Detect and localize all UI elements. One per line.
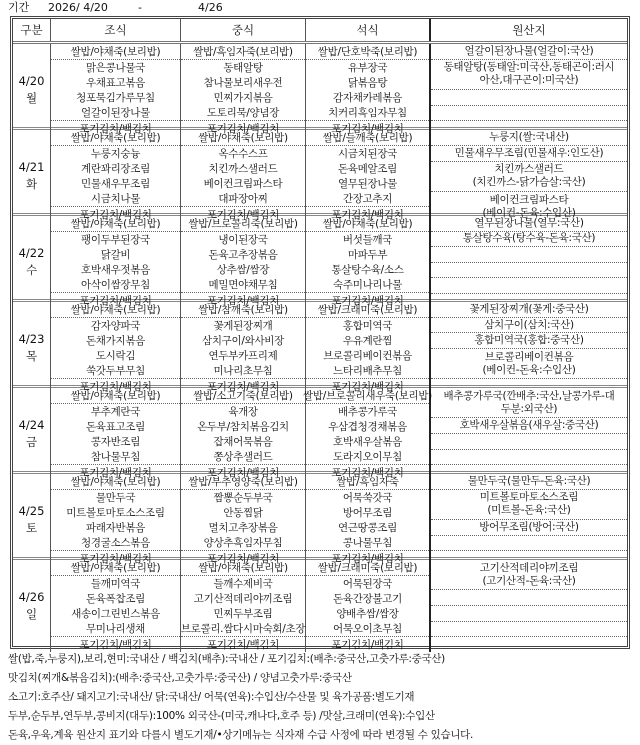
menu-item: 포기김치/백김치 [181, 464, 305, 480]
menu-item: 쌀밥/야채죽(보리밥) [181, 560, 305, 576]
dinner-cell [303, 388, 432, 480]
menu-item: 호박새우젓볶음 [81, 264, 150, 276]
menu-item: 우채표고볶음 [85, 77, 146, 89]
menu-item: 참나물보리새우전 [203, 77, 283, 89]
menu-item: 우삼겹청경채볶음 [328, 421, 407, 433]
origin-entry [431, 278, 627, 294]
menu-item: 계란꽈리장조림 [81, 163, 150, 175]
day-row [13, 388, 627, 479]
menu-item: 도시락김 [95, 350, 136, 362]
menu-item: 포기김치/백김치 [306, 378, 429, 394]
dinner-cell [306, 130, 431, 222]
origin-cell [431, 44, 627, 136]
menu-item: 치커리흑임자무침 [328, 107, 407, 119]
day-row [13, 474, 627, 565]
menu-item: 쫑상추샐러드 [213, 451, 273, 463]
origin-line: (베이컨-돈육:수입산) [482, 363, 576, 376]
day-cell [13, 130, 51, 222]
origin-entry [431, 247, 627, 263]
period-header [8, 0, 223, 16]
menu-item: 통살탕수육/소스 [331, 264, 404, 276]
header-dinner: 석식 [306, 19, 431, 41]
menu-item: 쌀밥/야채죽(보리밥) [51, 474, 180, 490]
breakfast-cell [51, 474, 181, 566]
menu-item: 쌀밥/부추영양죽(보리밥) [181, 474, 305, 490]
menu-item: 부추계란국 [90, 406, 141, 418]
menu-item: 참나물무침 [90, 451, 141, 463]
menu-item: 짬뽕순두부국 [213, 492, 273, 504]
origin-entry [431, 434, 627, 450]
menu-item: 포기김치/백김치 [51, 464, 180, 480]
origin-line: 삼치구이(삼치:국산) [484, 318, 574, 331]
day-date: 4/25 [18, 504, 45, 518]
day-cell [13, 216, 51, 308]
day-weekday: 목 [25, 349, 38, 363]
footer-line: 돈육,우육,계육 원산지 표기와 다를시 별도기재/•상기메뉴는 식자재 수급 사정에 따라 변경될 수 있습니다. [8, 729, 474, 741]
lunch-cell [181, 44, 306, 136]
origin-entry [431, 216, 627, 232]
lunch-cell [181, 474, 306, 566]
menu-table [10, 16, 630, 649]
menu-item: 연근땅콩조림 [337, 522, 398, 534]
menu-item: 꽃게된장찌개 [213, 320, 273, 332]
origin-line: (치킨까스-닭가슴살:국산) [472, 176, 586, 189]
menu-item: 쌀밥/야채죽(보리밥) [51, 216, 180, 232]
menu-item: 브로콜리.쌈다시마숙회/초장 [180, 623, 306, 635]
origin-entry [431, 232, 627, 248]
day-weekday: 수 [25, 263, 38, 277]
breakfast-cell [51, 388, 181, 480]
menu-item: 청포묵김가루무침 [76, 92, 155, 104]
origin-entry [431, 590, 627, 606]
footer-line: 쌀(밥,죽,누룽지),보리,현미:국내산 / 백김치(배추):국내산 / 포기김치:(배추:중국산,고춧가루:중국산) [8, 653, 445, 665]
menu-item: 잡채어묵볶음 [213, 436, 273, 448]
menu-item: 콩자반조림 [90, 436, 141, 448]
menu-item: 어묵된장국 [342, 578, 393, 590]
menu-item: 양배추쌈/쌈장 [336, 608, 399, 620]
menu-item: 포기김치/백김치 [51, 120, 180, 136]
breakfast-cell [51, 302, 181, 394]
menu-item: 시금치된장국 [337, 148, 398, 160]
footer-notes [8, 650, 473, 745]
menu-item: 쌀밥/야채죽(보리밥) [306, 216, 429, 232]
menu-item: 포기김치/백김치 [51, 292, 180, 308]
menu-item: 민찌가지볶음 [213, 92, 273, 104]
menu-item: 미트볼토마토소스조림 [66, 507, 165, 519]
menu-item: 맑은콩나물국 [85, 62, 146, 74]
menu-item: 메밀면야채무침 [208, 279, 278, 291]
menu-item: 돈육고추장볶음 [208, 249, 278, 261]
lunch-cell [181, 130, 306, 222]
menu-item: 아삭이쌈장무침 [81, 279, 150, 291]
menu-item: 쌀밥/흑임자죽(보리밥) [181, 44, 305, 60]
origin-line: 베이컨크림파스타 [489, 194, 569, 207]
menu-item: 대파장아찌 [218, 193, 268, 205]
origin-entry [431, 90, 627, 106]
origin-entry [431, 146, 627, 162]
menu-item: 돈육메알조림 [337, 163, 398, 175]
menu-item: 냉이된장국 [218, 234, 268, 246]
day-row [13, 560, 627, 651]
period-label: 기간 [8, 1, 30, 14]
menu-item: 돈육간장불고기 [333, 593, 402, 605]
menu-item: 포기김치/백김치 [181, 292, 305, 308]
footer-line: 두부,순두부,연두부,콩비지(대두):100% 외국산-(미국,캐나다,호주 등) /맛살,크래미(연육):수입산 [8, 710, 435, 722]
day-date: 4/26 [18, 590, 45, 604]
menu-item: 포기김치/백김치 [181, 378, 305, 394]
breakfast-cell [51, 560, 181, 652]
menu-item: 동태알탕 [223, 62, 263, 74]
menu-item: 유부장국 [347, 62, 388, 74]
day-cell [13, 302, 51, 394]
menu-item: 포기김치/백김치 [306, 550, 429, 566]
day-row [13, 44, 627, 135]
origin-line: 치킨까스샐러드 [494, 163, 564, 176]
menu-item: 느타리배추무침 [333, 365, 402, 377]
menu-item: 열무된장나물 [337, 178, 398, 190]
menu-item: 시금치나물 [90, 193, 141, 205]
menu-item: 옥수수스프 [218, 148, 268, 160]
origin-cell [431, 388, 627, 480]
day-weekday: 일 [25, 607, 38, 621]
origin-entry [431, 60, 627, 90]
lunch-cell [181, 560, 306, 652]
breakfast-cell [51, 216, 181, 308]
origin-line: 얼갈이된장나물(얼갈이:국산) [464, 44, 594, 57]
day-cell [13, 44, 51, 136]
day-date: 4/20 [18, 74, 45, 88]
menu-item: 돈채가지볶음 [85, 335, 146, 347]
origin-line: 민물새우무조림(민물새우:인도산) [454, 146, 604, 159]
origin-entry [431, 474, 627, 490]
menu-item: 포기김치/백김치 [51, 636, 180, 652]
menu-item: 어묵쑥갓국 [342, 492, 393, 504]
breakfast-cell [51, 130, 181, 222]
menu-item: 쌀밥/야채죽(보리밥) [51, 302, 180, 318]
dinner-cell [306, 302, 431, 394]
menu-item: 연두부카프리제 [208, 350, 278, 362]
menu-item: 쌀밥/브로콜리새우죽(보리밥) [303, 390, 432, 402]
origin-line: (고기산적-돈육:국산) [482, 574, 576, 587]
origin-line: 아산,대구곤이:미국산) [479, 74, 579, 87]
origin-line: 두분:외국산) [500, 402, 558, 415]
lunch-cell [181, 216, 306, 308]
origin-entry [431, 622, 627, 638]
menu-item: 들깨미역국 [90, 578, 141, 590]
menu-item: 방어무조림 [342, 507, 393, 519]
menu-item: 닭갈비 [100, 249, 131, 261]
header-origin: 원산지 [512, 23, 546, 37]
menu-item: 쌀밥/소고기죽(보리밥) [181, 388, 305, 404]
day-date: 4/22 [18, 246, 45, 260]
breakfast-cell [51, 44, 181, 136]
menu-item: 포기김치/백김치 [51, 378, 180, 394]
menu-item: 양상추흑임자무침 [203, 537, 283, 549]
menu-item: 상추쌈/쌈장 [216, 264, 270, 276]
menu-item: 포기김치/백김치 [181, 120, 305, 136]
menu-item: 쌀밥/들깨죽(보리밥) [306, 130, 429, 146]
menu-item: 쌀밥/크래미죽(보리밥) [306, 560, 429, 576]
origin-cell [431, 474, 627, 566]
origin-entry [431, 606, 627, 622]
menu-item: 어묵오이초무침 [333, 623, 402, 635]
origin-cell [431, 560, 627, 652]
day-row [13, 302, 627, 393]
day-rows [13, 44, 627, 651]
menu-item: 닭볶음탕 [347, 77, 388, 89]
origin-entry [431, 560, 627, 590]
menu-item: 쌀밥/야채죽(보리밥) [51, 44, 180, 60]
origin-entry [431, 162, 627, 193]
menu-item: 미나리초무침 [213, 365, 273, 377]
origin-entry [431, 44, 627, 60]
menu-item: 우유계란찜 [342, 335, 393, 347]
menu-item: 물만두국 [95, 492, 136, 504]
origin-entry [431, 333, 627, 349]
origin-line: 브로콜리베이컨볶음 [484, 350, 574, 363]
origin-line: 열무된장나물(열무:국산) [474, 216, 584, 229]
origin-line: 동태알탕(동태알:미국산,동태곤이:러시 [443, 61, 615, 74]
menu-item: 포기김치/백김치 [306, 206, 429, 222]
menu-item: 홍합미역국 [342, 320, 393, 332]
origin-entry [431, 536, 627, 552]
origin-line: 고기산적데리야끼조림 [479, 561, 579, 574]
menu-item: 도라지오이무침 [333, 451, 402, 463]
day-cell [13, 474, 51, 566]
dinner-cell [306, 560, 431, 652]
day-date: 4/23 [18, 332, 45, 346]
menu-item: 포기김치/백김치 [306, 292, 429, 308]
menu-item: 콩나물무침 [342, 537, 393, 549]
menu-item: 감자채카레볶음 [333, 92, 402, 104]
menu-item: 버섯들깨국 [342, 234, 393, 246]
menu-item: 고기산적데리야끼조림 [193, 593, 293, 605]
day-cell [13, 388, 51, 480]
origin-entry [431, 349, 627, 379]
origin-entry [431, 490, 627, 520]
origin-line: (미트볼-돈육:국산) [487, 504, 571, 517]
menu-item: 숙주미나리나물 [333, 279, 402, 291]
menu-item: 얼갈이된장나물 [81, 107, 150, 119]
menu-item: 쌀밥/참깨죽(보리밥) [181, 302, 305, 318]
origin-entry [431, 418, 627, 434]
origin-line: 물만두국(물만두-돈육:국산) [467, 474, 591, 487]
menu-item: 삼치구이/와사비장 [202, 335, 284, 347]
day-cell [13, 560, 51, 652]
menu-item: 청경굴소스볶음 [81, 537, 150, 549]
origin-line: 누룽지(쌀:국내산) [489, 130, 569, 143]
origin-line: 통살탕수육(탕수육-돈육:국산) [462, 232, 596, 245]
origin-entry [431, 520, 627, 536]
menu-item: 쌀밥/야채죽(보리밥) [181, 130, 305, 146]
menu-item: 포기김치/백김치 [51, 550, 180, 566]
footer-line: 소고기:호주산/ 돼지고기:국내산/ 닭:국내산/ 어묵(연육):수입산/수산물 및 육가공품:별도기재 [8, 691, 415, 703]
menu-item: 들깨수제비국 [213, 578, 273, 590]
day-date: 4/21 [18, 160, 45, 174]
menu-item: 쌀밥/야채죽(보리밥) [51, 560, 180, 576]
menu-item: 배추콩가루국 [337, 406, 398, 418]
origin-entry [431, 106, 627, 122]
day-weekday: 토 [25, 521, 38, 535]
day-row [13, 130, 627, 221]
menu-item: 팽이두부된장국 [81, 234, 150, 246]
header-breakfast: 조식 [51, 19, 181, 41]
day-row [13, 216, 627, 307]
menu-item: 육개장 [228, 406, 258, 418]
period-dash: - [138, 1, 142, 14]
menu-item: 누룽지숭늉 [90, 148, 141, 160]
menu-item: 돈육폭찹조림 [85, 593, 146, 605]
menu-item: 포기김치/백김치 [181, 206, 305, 222]
origin-entry [431, 318, 627, 334]
period-start: 2026/ 4/20 [48, 1, 108, 14]
menu-item: 파래자반볶음 [85, 522, 146, 534]
menu-item: 쌀밥/단호박죽(보리밥) [306, 44, 429, 60]
menu-item: 브로콜리베이컨볶음 [323, 350, 412, 362]
day-weekday: 화 [25, 177, 38, 191]
menu-item: 포기김치/백김치 [181, 636, 305, 652]
header-lunch: 중식 [181, 19, 306, 41]
origin-entry [431, 450, 627, 466]
period-end: 4/26 [198, 1, 223, 14]
menu-item: 치킨까스샐러드 [208, 163, 278, 175]
menu-item: 새송이그린빈스볶음 [71, 608, 160, 620]
lunch-cell [181, 388, 306, 480]
menu-item: 쌀밥/브로콜리죽(보리밥) [181, 216, 305, 232]
menu-item: 쌀밥/야채죽(보리밥) [51, 130, 180, 146]
menu-item: 호박새우살볶음 [333, 436, 402, 448]
menu-item: 안동찜닭 [223, 507, 263, 519]
origin-entry [431, 302, 627, 318]
origin-line: 미트볼토마토소스조림 [479, 491, 579, 504]
dinner-cell [306, 44, 431, 136]
menu-item: 민물새우무조림 [81, 178, 150, 190]
origin-line: 홍합미역국(홍합:중국산) [474, 334, 584, 347]
origin-entry [431, 263, 627, 279]
lunch-cell [181, 302, 306, 394]
menu-item: 포기김치/백김치 [181, 550, 305, 566]
day-date: 4/24 [18, 418, 45, 432]
menu-item: 돈육표고조림 [85, 421, 146, 433]
origin-line: (베이컨-돈육:수입산) [482, 207, 576, 220]
menu-item: 감자양파국 [90, 320, 141, 332]
menu-item: 쌀밥/크래미죽(보리밥) [306, 302, 429, 318]
origin-line: 방어무조림(방어:국산) [479, 520, 579, 533]
origin-cell [431, 130, 627, 222]
menu-item: 포기김치/백김치 [306, 636, 429, 652]
origin-cell [431, 216, 627, 308]
menu-item: 쑥갓두부무침 [85, 365, 146, 377]
footer-line: 맛김치(찌개&볶음김치):(배추:중국산,고춧가루:중국산) / 양념고춧가루:중국산 [8, 672, 352, 684]
origin-entry [431, 130, 627, 146]
dinner-cell [306, 474, 431, 566]
origin-entry [431, 388, 627, 418]
header-category: 구분 [13, 19, 51, 41]
dinner-cell [306, 216, 431, 308]
table-header [13, 19, 627, 44]
menu-item: 포기김치/백김치 [306, 120, 429, 136]
origin-line: 호박새우살볶음(새우살:중국산) [459, 419, 599, 432]
menu-item: 온두부/참치볶음김치 [197, 421, 289, 433]
menu-item: 무미나리생채 [85, 623, 146, 635]
menu-item: 간장고추지 [342, 193, 393, 205]
origin-cell [431, 302, 627, 394]
menu-item: 민찌두부조림 [213, 608, 273, 620]
origin-line: 꽃게된장찌개(꽃게:중국산) [469, 302, 589, 315]
menu-item: 쌀밥/야채죽(보리밥) [51, 388, 180, 404]
menu-item: 도토리묵/양념장 [206, 107, 280, 119]
menu-item: 포기김치/백김치 [51, 206, 180, 222]
day-weekday: 월 [25, 91, 38, 105]
menu-item: 마파두부 [347, 249, 388, 261]
menu-item: 쌀밥/흑임자죽 [306, 474, 429, 490]
menu-item: 포기김치/백김치 [306, 464, 429, 480]
origin-line: 배추콩가루국(깐배추:국산,날콩가루-대 [443, 389, 615, 402]
menu-item: 멸치고추장볶음 [208, 522, 278, 534]
day-weekday: 금 [25, 435, 38, 449]
menu-item: 베이컨크림파스타 [203, 178, 283, 190]
